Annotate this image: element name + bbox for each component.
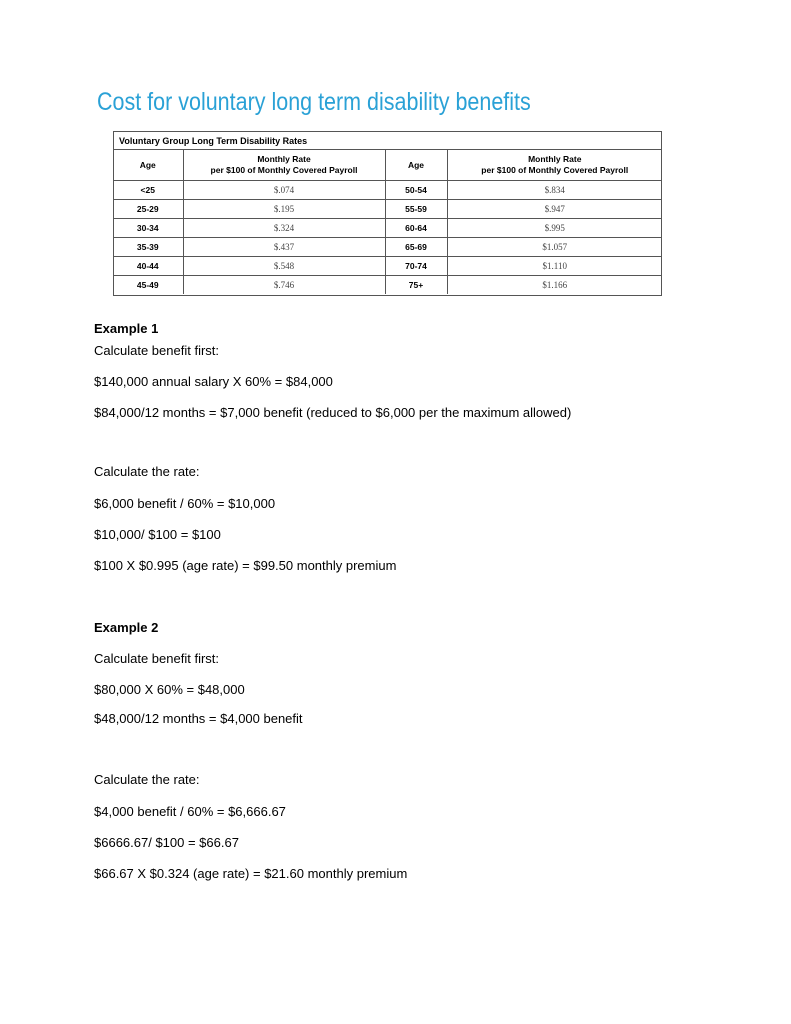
table-row [113,219,662,238]
example-2-benefit-line-2: $48,000/12 months = $4,000 benefit [94,711,303,726]
age-cell: 55-59 [385,200,447,219]
age-cell: 70-74 [385,257,447,276]
rate-cell: $1.166 [447,276,662,295]
example-1-rate-line-1: $6,000 benefit / 60% = $10,000 [94,496,276,511]
age-cell: 65-69 [385,238,447,257]
rates-table [113,131,662,296]
header-age-left: Age [113,150,183,181]
example-1-benefit-line-2: $84,000/12 months = $7,000 benefit (reduced to $6,000 per the maximum allowed) [94,405,572,420]
example-2-benefit-line-1: $80,000 X 60% = $48,000 [94,682,245,697]
rate-cell: $.834 [447,181,662,200]
table-caption: Voluntary Group Long Term Disability Rates [119,136,308,146]
table-row [113,276,662,295]
example-1-rate-line-2: $10,000/ $100 = $100 [94,527,221,542]
age-cell: 35-39 [113,238,183,257]
header-rate-right [447,150,662,181]
rate-cell: $1.110 [447,257,662,276]
example-2-rate-line-3: $66.67 X $0.324 (age rate) = $21.60 monthly premium [94,866,408,881]
age-cell: 45-49 [113,276,183,295]
header-rate-left-line1: Monthly Rate [257,154,311,164]
rate-cell: $.195 [183,200,385,219]
header-rate-right-line1: Monthly Rate [528,154,582,164]
table-row [113,200,662,219]
rate-cell: $.437 [183,238,385,257]
age-cell: 75+ [385,276,447,295]
example-1-benefit-line-1: $140,000 annual salary X 60% = $84,000 [94,374,333,389]
example-1-rate-label: Calculate the rate: [94,464,200,479]
rate-cell: $.995 [447,219,662,238]
example-1-heading: Example 1 [94,321,159,336]
rate-cell: $1.057 [447,238,662,257]
age-cell: <25 [113,181,183,200]
header-rate-left [183,150,385,181]
example-2-heading: Example 2 [94,620,159,635]
age-cell: 40-44 [113,257,183,276]
age-cell: 60-64 [385,219,447,238]
rate-cell: $.548 [183,257,385,276]
example-2-rate-label: Calculate the rate: [94,772,200,787]
table-row [113,181,662,200]
rates-grid [113,149,662,294]
rate-cell: $.746 [183,276,385,295]
rate-cell: $.324 [183,219,385,238]
table-row [113,238,662,257]
table-row [113,257,662,276]
rate-cell: $.074 [183,181,385,200]
table-header-row [113,150,662,181]
example-2-rate-line-1: $4,000 benefit / 60% = $6,666.67 [94,804,286,819]
example-1-rate-line-3: $100 X $0.995 (age rate) = $99.50 monthly premium [94,558,397,573]
age-cell: 25-29 [113,200,183,219]
age-cell: 30-34 [113,219,183,238]
example-2-benefit-label: Calculate benefit first: [94,651,220,666]
header-rate-right-line2: per $100 of Monthly Covered Payroll [481,165,629,175]
rate-cell: $.947 [447,200,662,219]
example-1-benefit-label: Calculate benefit first: [94,343,220,358]
page-title: Cost for voluntary long term disability benefits [97,88,531,116]
age-cell: 50-54 [385,181,447,200]
header-rate-left-line2: per $100 of Monthly Covered Payroll [210,165,358,175]
example-2-rate-line-2: $6666.67/ $100 = $66.67 [94,835,239,850]
header-age-right: Age [385,150,447,181]
